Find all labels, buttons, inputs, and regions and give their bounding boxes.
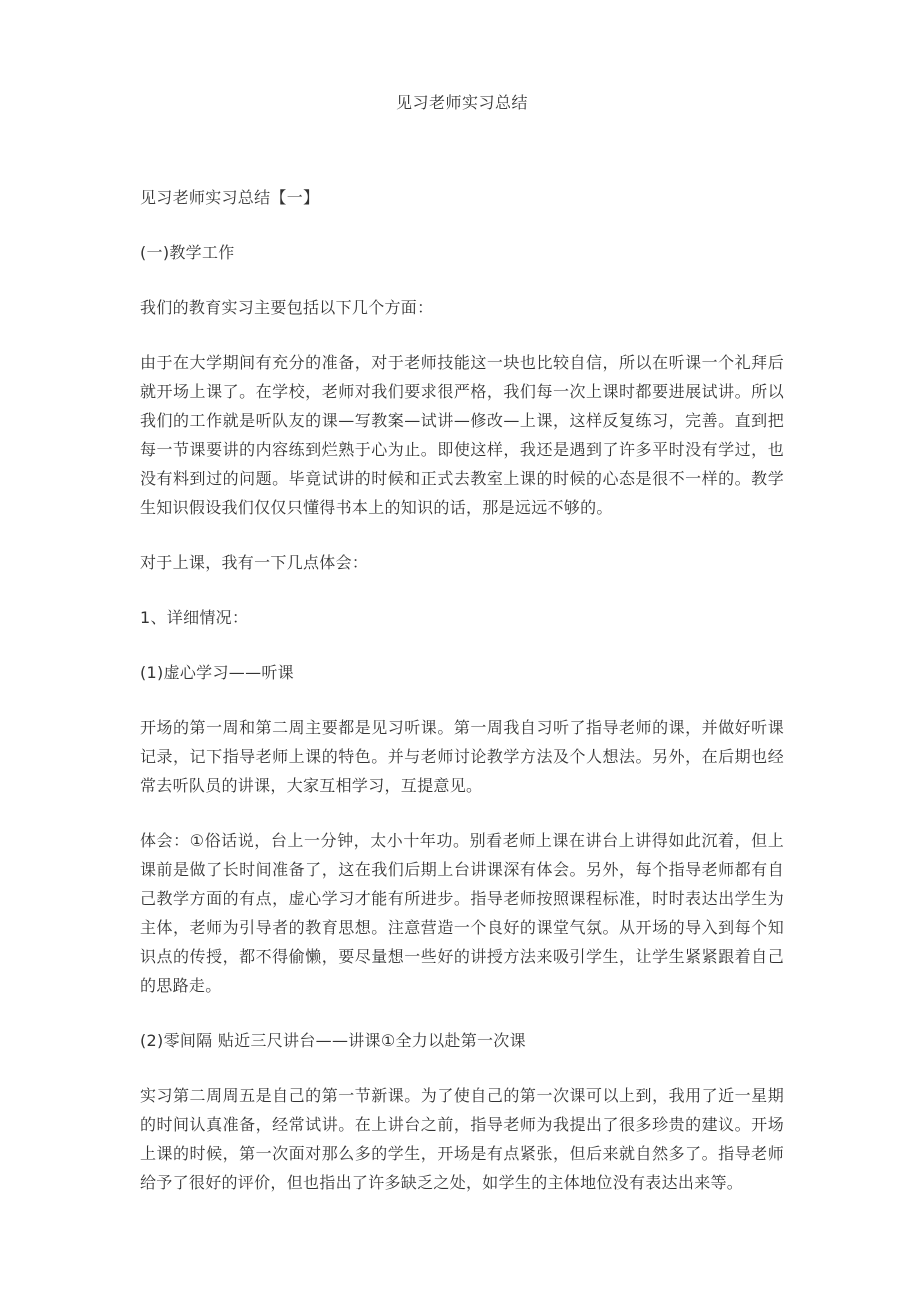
document-title: 见习老师实习总结 [395,93,528,112]
paragraph-experience: 体会：①俗话说，台上一分钟，太小十年功。别看老师上课在讲台上讲得如此沉着，但上课前是做了长时间准备了，这在我们后期上台讲课深有体会。另外，每个指导老师都有自己教学方面的有点，虚心学习才能有所进步。指导老师按照课程标准，时时表达出学生为主体，老师为引导者的教育思想。注意营造一个良好的课堂气氛。从开场的导入到每个知识点的传授，都不得偷懒，要尽量想一些好的讲授方法来吸引学生，让学生紧紧跟着自己的思路走。 [140,831,784,995]
paragraph-heading-section-1: 见习老师实习总结【一】 [140,188,320,207]
paragraph-lesson-insights-intro: 对于上课，我有一下几点体会： [140,553,369,572]
paragraph-intro: 我们的教育实习主要包括以下几个方面： [140,298,434,317]
paragraph-preparation: 由于在大学期间有充分的准备，对于老师技能这一块也比较自信，所以在听课一个礼拜后就开场上课了。在学校，老师对我们要求很严格，我们每一次上课时都要进展试讲。所以我们的工作就是听队友的课—写教案—试讲—修改—上课，这样反复练习，完善。直到把每一节课要讲的内容练到烂熟于心为止。即使这样，我还是遇到了许多平时没有学过，也没有料到过的问题。毕竟试讲的时候和正式去教室上课的时候的心态是很不一样的。教学生知识假设我们仅仅只懂得书本上的知识的话，那是远远不够的。 [140,353,784,517]
paragraph-first-lesson: 实习第二周周五是自己的第一节新课。为了使自己的第一次课可以上到，我用了近一星期的时间认真准备，经常试讲。在上讲台之前，指导老师为我提出了很多珍贵的建议。开场上课的时候，第一次面对那么多的学生，开场是有点紧张，但后来就自然多了。指导老师给予了很好的评价，但也指出了许多缺乏之处，如学生的主体地位没有表达出来等。 [140,1086,784,1192]
paragraph-heading-teaching-work: (一)教学工作 [140,243,235,262]
paragraph-listening-heading: (1)虚心学习——听课 [140,663,294,682]
paragraph-detail-heading: 1、详细情况： [140,608,249,627]
paragraph-listening-detail: 开场的第一周和第二周主要都是见习听课。第一周我自习听了指导老师的课，并做好听课记录，记下指导老师上课的特色。并与老师讨论教学方法及个人想法。另外，在后期也经常去听队员的讲课，大家互相学习，互提意见。 [140,718,784,795]
paragraph-lecturing-heading: (2)零间隔 贴近三尺讲台——讲课①全力以赴第一次课 [140,1031,526,1050]
